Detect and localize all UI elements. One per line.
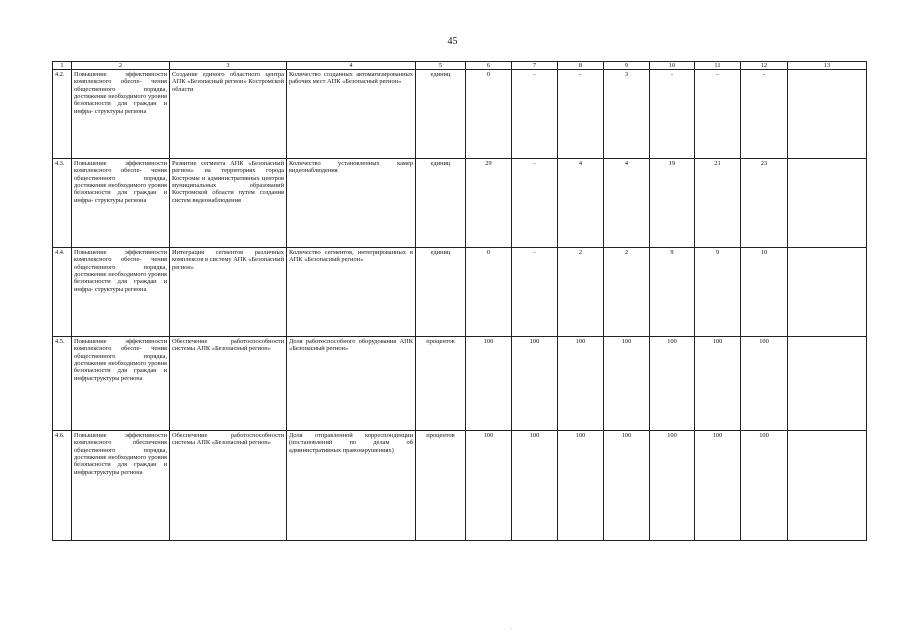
- goal-cell: Повышение эффективности комплексного обеспечения общественного порядка, достижение необходимого уровня безопасности для граждан и инфраструктуры региона: [72, 431, 170, 541]
- value-cell: 100: [741, 337, 788, 431]
- value-cell: 9: [650, 248, 695, 337]
- column-number-row: [53, 62, 867, 70]
- table-row: [53, 337, 867, 431]
- value-cell: -: [512, 159, 558, 248]
- column-header: 3: [170, 62, 287, 70]
- value-cell: 100: [512, 337, 558, 431]
- value-cell: 100: [650, 337, 695, 431]
- value-cell: -: [558, 70, 604, 159]
- indicator-cell: Количество сегментов, интегрированных в АПК «Безопасный регион»: [287, 248, 416, 337]
- value-cell: 9: [695, 248, 741, 337]
- value-cell: 100: [512, 431, 558, 541]
- action-cell: Развитие сегмента АПК «Безопасный регион» на территориях города Костромы и административных центров муниципальных образований Костромской области путем создания систем видеонаблюдения: [170, 159, 287, 248]
- column-13-cell: [788, 70, 867, 159]
- row-number: 4.5.: [53, 337, 72, 431]
- unit-cell: процентов: [416, 431, 466, 541]
- column-header: 10: [650, 62, 695, 70]
- value-cell: 100: [650, 431, 695, 541]
- unit-cell: единиц: [416, 248, 466, 337]
- value-cell: 100: [741, 431, 788, 541]
- indicators-table: [52, 61, 867, 541]
- indicator-cell: Доля отправленной корреспонденции (постановлений по делам об административных правонарушениях): [287, 431, 416, 541]
- unit-cell: единиц: [416, 70, 466, 159]
- value-cell: -: [512, 248, 558, 337]
- table-row: [53, 159, 867, 248]
- row-number: 4.6.: [53, 431, 72, 541]
- value-cell: 100: [466, 431, 512, 541]
- goal-cell: Повышение эффективности комплексного обеспе- чения общественного порядка, достижение необходимого уровня безопасности для граждан и инфра- структуры региона: [72, 248, 170, 337]
- column-13-cell: [788, 431, 867, 541]
- table-row: [53, 248, 867, 337]
- value-cell: 2: [604, 248, 650, 337]
- unit-cell: единиц: [416, 159, 466, 248]
- value-cell: 0: [466, 248, 512, 337]
- action-cell: Создание единого областного центра АПК «Безопасный регион» Костромской области: [170, 70, 287, 159]
- column-header: 12: [741, 62, 788, 70]
- column-header: 8: [558, 62, 604, 70]
- row-number: 4.2.: [53, 70, 72, 159]
- goal-cell: Повышение эффективности комплексного обеспе- чения общественного порядка, достижение необходимого уровня безопасности для граждан и инфра- структуры региона: [72, 159, 170, 248]
- value-cell: -: [741, 70, 788, 159]
- stray-mark: .: [511, 626, 513, 631]
- value-cell: 4: [604, 159, 650, 248]
- value-cell: 100: [604, 431, 650, 541]
- value-cell: 2: [558, 248, 604, 337]
- value-cell: 0: [466, 70, 512, 159]
- column-header: 6: [466, 62, 512, 70]
- column-header: 7: [512, 62, 558, 70]
- value-cell: 21: [695, 159, 741, 248]
- value-cell: 23: [741, 159, 788, 248]
- value-cell: 100: [558, 337, 604, 431]
- column-13-cell: [788, 159, 867, 248]
- indicator-cell: Количество установленных камер видеонаблюдения: [287, 159, 416, 248]
- value-cell: 100: [558, 431, 604, 541]
- page-number: 45: [447, 36, 458, 47]
- goal-cell: Повышение эффективности комплексного обеспе- чения общественного порядка, достижение необходимого уровня безопасности для граждан и инфраструктуры региона: [72, 337, 170, 431]
- column-header: 5: [416, 62, 466, 70]
- value-cell: 100: [604, 337, 650, 431]
- unit-cell: процентов: [416, 337, 466, 431]
- column-header: 1: [53, 62, 72, 70]
- table-row: [53, 431, 867, 541]
- value-cell: -: [512, 70, 558, 159]
- value-cell: 100: [695, 337, 741, 431]
- value-cell: -: [650, 70, 695, 159]
- value-cell: 100: [695, 431, 741, 541]
- column-header: 11: [695, 62, 741, 70]
- goal-cell: Повышение эффективности комплексного обеспе- чения общественного порядка, достижение необходимого уровня безопасности для граждан и инфра- структуры региона: [72, 70, 170, 159]
- row-number: 4.3.: [53, 159, 72, 248]
- value-cell: 3: [604, 70, 650, 159]
- column-13-cell: [788, 248, 867, 337]
- value-cell: 4: [558, 159, 604, 248]
- value-cell: 100: [466, 337, 512, 431]
- column-header: 4: [287, 62, 416, 70]
- action-cell: Обеспечение работоспособности системы АПК «Безопасный регион»: [170, 431, 287, 541]
- value-cell: 10: [741, 248, 788, 337]
- column-header: 13: [788, 62, 867, 70]
- indicator-cell: Доля работоспособного оборудования АПК «Безопасный регион»: [287, 337, 416, 431]
- column-header: 9: [604, 62, 650, 70]
- table-row: [53, 70, 867, 159]
- column-header: 2: [72, 62, 170, 70]
- value-cell: -: [695, 70, 741, 159]
- value-cell: 19: [650, 159, 695, 248]
- action-cell: Интеграция сегментов различных комплексов в систему АПК «Безопасный регион»: [170, 248, 287, 337]
- indicator-cell: Количество созданных автоматизированных рабочих мест АПК «Безопасный регион»: [287, 70, 416, 159]
- action-cell: Обеспечение работоспособности системы АПК «Безопасный регион»: [170, 337, 287, 431]
- row-number: 4.4.: [53, 248, 72, 337]
- column-13-cell: [788, 337, 867, 431]
- value-cell: 29: [466, 159, 512, 248]
